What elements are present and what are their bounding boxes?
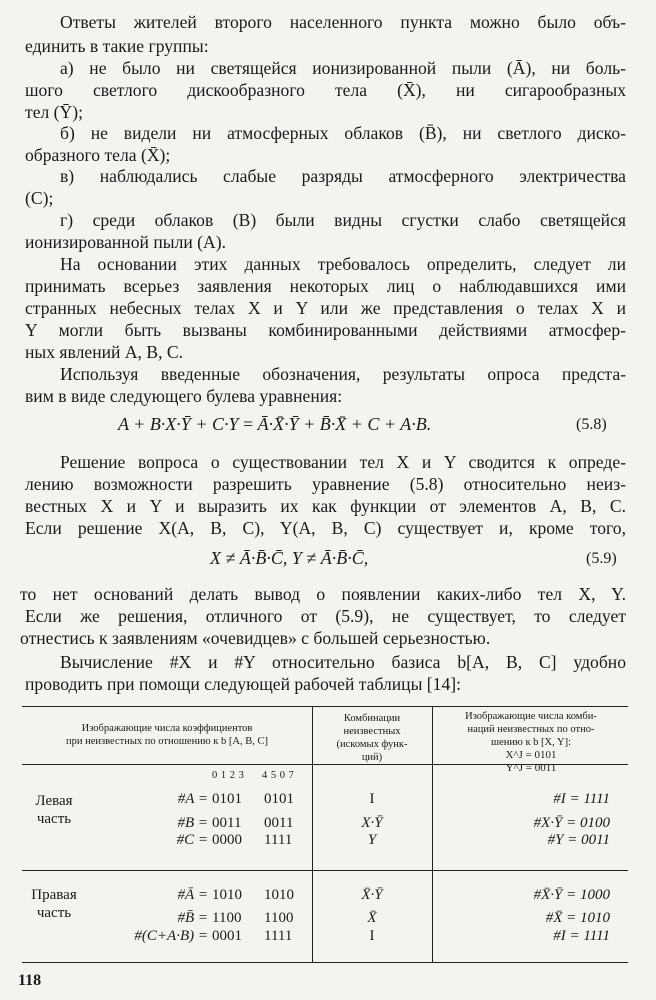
text-line: образного тела (X̄); bbox=[25, 145, 171, 165]
table-row-v1: 1100 bbox=[212, 910, 242, 926]
table-row-v1: 1010 bbox=[212, 887, 242, 903]
text-line: отнестись к заявлениям «очевидцев» с большей серьезностью. bbox=[20, 628, 491, 648]
header-col3: Изображающие числа комби- наций неизвестных по отно- шению к b [X, Y]: X^J = 0101 Y^J = 0011 bbox=[465, 711, 597, 774]
table-row-combo: X̄·Ȳ bbox=[361, 887, 383, 903]
table-row-result: #X̄·Ȳ = 1000 bbox=[533, 887, 610, 903]
text-line: единить в такие группы: bbox=[25, 36, 209, 56]
table-row-v2: 1111 bbox=[264, 928, 293, 944]
text-line: то нет оснований делать вывод о появлении каких-либо тел X, Y. bbox=[20, 584, 626, 604]
text-line: (C); bbox=[25, 188, 54, 208]
table-row-name: #Ā = bbox=[177, 887, 208, 903]
table-top-rule bbox=[22, 706, 628, 707]
text-line: Y могли быть вызваны комбинированными действиями атмосфер- bbox=[25, 320, 626, 340]
page-number: 118 bbox=[18, 972, 42, 989]
table-row-name: #(C+A·B) = bbox=[134, 928, 208, 944]
table-row-result: #I = 1111 bbox=[553, 791, 610, 807]
equation-5-8 bbox=[118, 414, 431, 435]
text-line: странных небесных телах X и Y или же представления о телах X и bbox=[25, 298, 626, 318]
text-line: Если решение X(A, B, C), Y(A, B, C) существует и, кроме того, bbox=[25, 518, 626, 538]
table-row-name: #B = bbox=[177, 815, 208, 831]
table-row-v2: 0101 bbox=[264, 791, 294, 807]
table-row-v2: 1111 bbox=[264, 832, 293, 848]
table-row-v1: 0011 bbox=[212, 815, 242, 831]
bit-index-label: 0 1 2 3 bbox=[212, 770, 245, 781]
equals-sign: = bbox=[242, 414, 258, 434]
table-bottom-rule bbox=[22, 962, 628, 963]
text-line: вестных X и Y и выразить их как функции от элементов A, B, C. bbox=[25, 496, 626, 516]
table-row-v1: 0000 bbox=[212, 832, 242, 848]
equation-number: (5.9) bbox=[586, 550, 617, 567]
table-col-divider bbox=[312, 706, 313, 962]
equation-5-9: X ≠ Ā·B̄·C̄, Y ≠ Ā·B̄·C̄, bbox=[210, 548, 369, 568]
table-row-combo: I bbox=[369, 791, 375, 807]
table-row-combo: I bbox=[369, 928, 375, 944]
text-line: принимать всерьез заявления некоторых лиц о наблюдавшихся ими bbox=[25, 276, 626, 296]
table-row-v1: 0001 bbox=[212, 928, 242, 944]
table-row-result: #Y = 0011 bbox=[547, 832, 610, 848]
table-row-v2: 1100 bbox=[264, 910, 294, 926]
text-line: шого светлого дискообразного тела (X̄), ни сигарообразных bbox=[25, 80, 626, 100]
table-row-name: #B̄ = bbox=[177, 910, 208, 926]
row-group-label-left: Левая часть bbox=[35, 793, 73, 827]
table-row-v2: 1010 bbox=[264, 887, 294, 903]
text-line: ионизированной пыли (A). bbox=[25, 232, 226, 252]
table-row-v1: 0101 bbox=[212, 791, 242, 807]
text-line: Используя введенные обозначения, результаты опроса предста- bbox=[60, 364, 626, 384]
text-line: лению возможности разрешить уравнение (5.8) относительно неиз- bbox=[25, 474, 626, 494]
row-group-label-right: Правая часть bbox=[31, 887, 77, 921]
header-col1: Изображающие числа коэффициентов при неизвестных по отношению к b [A, B, C] bbox=[66, 723, 268, 747]
table-col-divider bbox=[432, 706, 433, 962]
text-line: Ответы жителей второго населенного пункта можно было объ- bbox=[60, 12, 626, 32]
bit-index-label: 4 5 0 7 bbox=[262, 770, 295, 781]
header-col2: Комбинации неизвестных (искомых функ- ций) bbox=[336, 713, 408, 763]
text-line: в) наблюдались слабые разряды атмосферного электричества bbox=[60, 166, 626, 186]
table-row-v2: 0011 bbox=[264, 815, 294, 831]
text-line: На основании этих данных требовалось определить, следует ли bbox=[60, 254, 626, 274]
text-line: вим в виде следующего булева уравнения: bbox=[25, 386, 343, 406]
equation-rhs: Ā·X̄·Ȳ + B̄·X̄ + C + A·B. bbox=[257, 414, 432, 434]
table-row-result: #I = 1111 bbox=[553, 928, 610, 944]
table-row-name: #C = bbox=[176, 832, 208, 848]
text-line: Вычисление #X и #Y относительно базиса b[A, B, C] удобно bbox=[60, 652, 626, 672]
table-row-result: #X·Ȳ = 0100 bbox=[533, 815, 610, 831]
equation-lhs: A + B·X·Ȳ + C·Y bbox=[118, 414, 239, 434]
text-line: тел (Ȳ); bbox=[25, 102, 83, 122]
table-row-result: #X̄ = 1010 bbox=[545, 910, 610, 926]
text-line: ных явлений A, B, C. bbox=[25, 342, 184, 362]
text-line: г) среди облаков (B) были видны сгустки слабо светящейся bbox=[60, 210, 626, 230]
text-line: б) не видели ни атмосферных облаков (B̄), ни светлого диско- bbox=[60, 123, 626, 143]
table-mid-rule bbox=[22, 870, 628, 871]
equation-number: (5.8) bbox=[576, 416, 607, 433]
table-row-name: #A = bbox=[177, 791, 208, 807]
text-line: а) не было ни светящейся ионизированной пыли (Ā), ни боль- bbox=[60, 58, 626, 78]
table-row-combo: X·Ȳ bbox=[361, 815, 383, 831]
text-line: Решение вопроса о существовании тел X и Y сводится к опреде- bbox=[60, 452, 626, 472]
table-row-combo: X̄ bbox=[367, 910, 377, 926]
table-row-combo: Y bbox=[367, 832, 377, 848]
text-line: Если же решения, отличного от (5.9), не существует, то следует bbox=[25, 606, 626, 626]
text-line: проводить при помощи следующей рабочей таблицы [14]: bbox=[25, 674, 462, 694]
